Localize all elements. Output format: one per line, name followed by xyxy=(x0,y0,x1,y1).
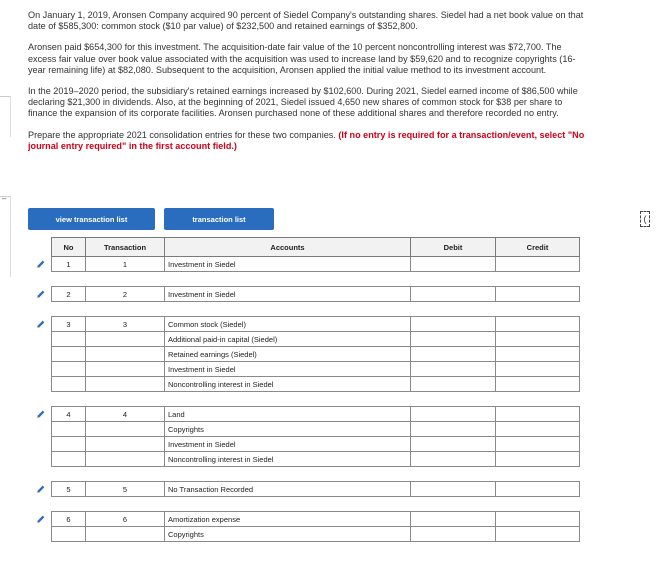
header-transaction: Transaction xyxy=(86,238,165,257)
row-no xyxy=(52,362,86,377)
table-row xyxy=(52,317,580,332)
row-no: 3 xyxy=(52,317,86,332)
paragraph: Aronsen paid $654,300 for this investment. The acquisition-date fair value of the 10 percent noncontrolling interest was $72,700. The excess fair value over book value associated with the acquisition was used to increase land by $59,620 and to recognize copyrights (16-year remaining life) at $82,080. Subsequent to the acquisition, Aronsen applied the initial value method to its investment account. xyxy=(28,42,576,75)
credit-field xyxy=(496,302,580,317)
account-field xyxy=(165,302,411,317)
edit-pencil-icon[interactable] xyxy=(35,514,46,525)
instructions xyxy=(28,130,588,152)
debit-field[interactable] xyxy=(411,512,496,527)
row-transaction xyxy=(86,497,165,512)
debit-field[interactable] xyxy=(411,422,496,437)
credit-field[interactable] xyxy=(496,257,580,272)
row-no xyxy=(52,467,86,482)
credit-field[interactable] xyxy=(496,452,580,467)
edit-pencil-icon[interactable] xyxy=(35,409,46,420)
debit-field[interactable] xyxy=(411,257,496,272)
account-field xyxy=(165,467,411,482)
row-no xyxy=(52,452,86,467)
debit-field[interactable] xyxy=(411,317,496,332)
left-frame xyxy=(0,0,10,569)
debit-field xyxy=(411,392,496,407)
table-row xyxy=(52,437,580,452)
header-accounts: Accounts xyxy=(165,238,411,257)
instructions-note: (If no entry is required for a transaction/event, select "No journal entry required" in the first account field.) xyxy=(28,129,585,151)
row-transaction: 6 xyxy=(86,512,165,527)
row-transaction xyxy=(86,452,165,467)
debit-field xyxy=(411,302,496,317)
credit-field[interactable] xyxy=(496,317,580,332)
debit-field[interactable] xyxy=(411,347,496,362)
paragraph: On January 1, 2019, Aronsen Company acquired 90 percent of Siedel Company's outstanding shares. Siedel had a net book value on that date of $585,300: common stock ($10 par value) of $232,500 and retained earnings of $352,800. xyxy=(28,10,584,32)
view-transaction-list-button[interactable]: view transaction list xyxy=(28,208,155,230)
row-transaction: 4 xyxy=(86,407,165,422)
header-debit: Debit xyxy=(411,238,496,257)
credit-field[interactable] xyxy=(496,287,580,302)
account-field xyxy=(165,392,411,407)
row-no xyxy=(52,437,86,452)
row-no xyxy=(52,422,86,437)
row-transaction: 1 xyxy=(86,257,165,272)
table-row xyxy=(52,527,580,542)
table-row xyxy=(52,377,580,392)
credit-field xyxy=(496,272,580,287)
table-row xyxy=(52,287,580,302)
table-row xyxy=(52,272,580,287)
row-transaction: 2 xyxy=(86,287,165,302)
table-row xyxy=(52,497,580,512)
transaction-list-button[interactable]: transaction list xyxy=(164,208,274,230)
table-row xyxy=(52,257,580,272)
row-no xyxy=(52,392,86,407)
row-transaction xyxy=(86,302,165,317)
row-no xyxy=(52,332,86,347)
credit-field[interactable] xyxy=(496,407,580,422)
row-transaction xyxy=(86,332,165,347)
account-field[interactable]: Noncontrolling interest in Siedel xyxy=(165,377,411,392)
row-no: 2 xyxy=(52,287,86,302)
row-no xyxy=(52,272,86,287)
credit-field[interactable] xyxy=(496,362,580,377)
row-transaction xyxy=(86,377,165,392)
row-no xyxy=(52,527,86,542)
account-field[interactable]: Investment in Siedel xyxy=(165,257,411,272)
account-field[interactable]: Retained earnings (Siedel) xyxy=(165,347,411,362)
account-field xyxy=(165,497,411,512)
row-transaction xyxy=(86,392,165,407)
debit-field[interactable] xyxy=(411,287,496,302)
edit-pencil-icon[interactable] xyxy=(35,484,46,495)
table-row xyxy=(52,392,580,407)
row-transaction xyxy=(86,467,165,482)
row-no xyxy=(52,497,86,512)
debit-field[interactable] xyxy=(411,332,496,347)
row-transaction: 3 xyxy=(86,317,165,332)
table-row xyxy=(52,347,580,362)
problem-text xyxy=(28,10,588,152)
table-row xyxy=(52,302,580,317)
table-row xyxy=(52,422,580,437)
journal-table xyxy=(51,237,580,542)
header-no: No xyxy=(52,238,86,257)
instructions-text: Prepare the appropriate 2021 consolidation entries for these two companies. xyxy=(28,129,336,140)
credit-field xyxy=(496,392,580,407)
table-row xyxy=(52,332,580,347)
table-header-row xyxy=(52,238,580,257)
row-transaction xyxy=(86,272,165,287)
header-credit: Credit xyxy=(496,238,580,257)
row-no: 5 xyxy=(52,482,86,497)
row-transaction: 5 xyxy=(86,482,165,497)
account-field[interactable]: Land xyxy=(165,407,411,422)
row-transaction xyxy=(86,362,165,377)
account-field[interactable]: Investment in Siedel xyxy=(165,287,411,302)
row-no xyxy=(52,347,86,362)
debit-field xyxy=(411,497,496,512)
credit-field[interactable] xyxy=(496,332,580,347)
debit-field[interactable] xyxy=(411,407,496,422)
credit-field xyxy=(496,497,580,512)
debit-field[interactable] xyxy=(411,452,496,467)
credit-field[interactable] xyxy=(496,512,580,527)
scroll-indicator[interactable]: ( xyxy=(640,211,650,227)
left-tab[interactable] xyxy=(0,96,11,137)
account-field[interactable]: Copyrights xyxy=(165,422,411,437)
account-field[interactable]: Copyrights xyxy=(165,527,411,542)
row-transaction xyxy=(86,422,165,437)
debit-field[interactable] xyxy=(411,527,496,542)
table-row xyxy=(52,407,580,422)
credit-field[interactable] xyxy=(496,377,580,392)
row-no: 4 xyxy=(52,407,86,422)
table-row xyxy=(52,452,580,467)
debit-field xyxy=(411,272,496,287)
credit-field[interactable] xyxy=(496,482,580,497)
debit-field[interactable] xyxy=(411,362,496,377)
paragraph: In the 2019–2020 period, the subsidiary's retained earnings increased by $102,600. During 2021, Siedel earned income of $86,500 while declaring $21,300 in dividends. Also, at the beginning of 2021, Siedel issued 4,650 new shares of common stock for $38 per share to finance the expansion of its corporate facilities. Aronsen purchased none of these additional shares and therefore recorded no entry. xyxy=(28,86,578,119)
edit-pencil-icon[interactable] xyxy=(35,319,46,330)
debit-field[interactable] xyxy=(411,377,496,392)
row-transaction xyxy=(86,527,165,542)
row-transaction xyxy=(86,347,165,362)
account-field[interactable]: Additional paid-in capital (Siedel) xyxy=(165,332,411,347)
credit-field[interactable] xyxy=(496,347,580,362)
table-row xyxy=(52,362,580,377)
account-field[interactable]: Common stock (Siedel) xyxy=(165,317,411,332)
credit-field[interactable] xyxy=(496,527,580,542)
table-row xyxy=(52,512,580,527)
left-tick: – xyxy=(2,194,7,203)
credit-field xyxy=(496,467,580,482)
edit-pencil-icon[interactable] xyxy=(35,259,46,270)
row-no xyxy=(52,377,86,392)
debit-field[interactable] xyxy=(411,437,496,452)
credit-field[interactable] xyxy=(496,422,580,437)
left-tab[interactable] xyxy=(0,196,11,277)
account-field[interactable]: Amortization expense xyxy=(165,512,411,527)
credit-field[interactable] xyxy=(496,437,580,452)
row-no: 6 xyxy=(52,512,86,527)
row-no xyxy=(52,302,86,317)
debit-field[interactable] xyxy=(411,482,496,497)
row-transaction xyxy=(86,437,165,452)
debit-field xyxy=(411,467,496,482)
table-row xyxy=(52,482,580,497)
edit-pencil-icon[interactable] xyxy=(35,289,46,300)
account-field xyxy=(165,272,411,287)
table-row xyxy=(52,467,580,482)
account-field[interactable]: Investment in Siedel xyxy=(165,362,411,377)
account-field[interactable]: Noncontrolling interest in Siedel xyxy=(165,452,411,467)
account-field[interactable]: No Transaction Recorded xyxy=(165,482,411,497)
row-no: 1 xyxy=(52,257,86,272)
account-field[interactable]: Investment in Siedel xyxy=(165,437,411,452)
